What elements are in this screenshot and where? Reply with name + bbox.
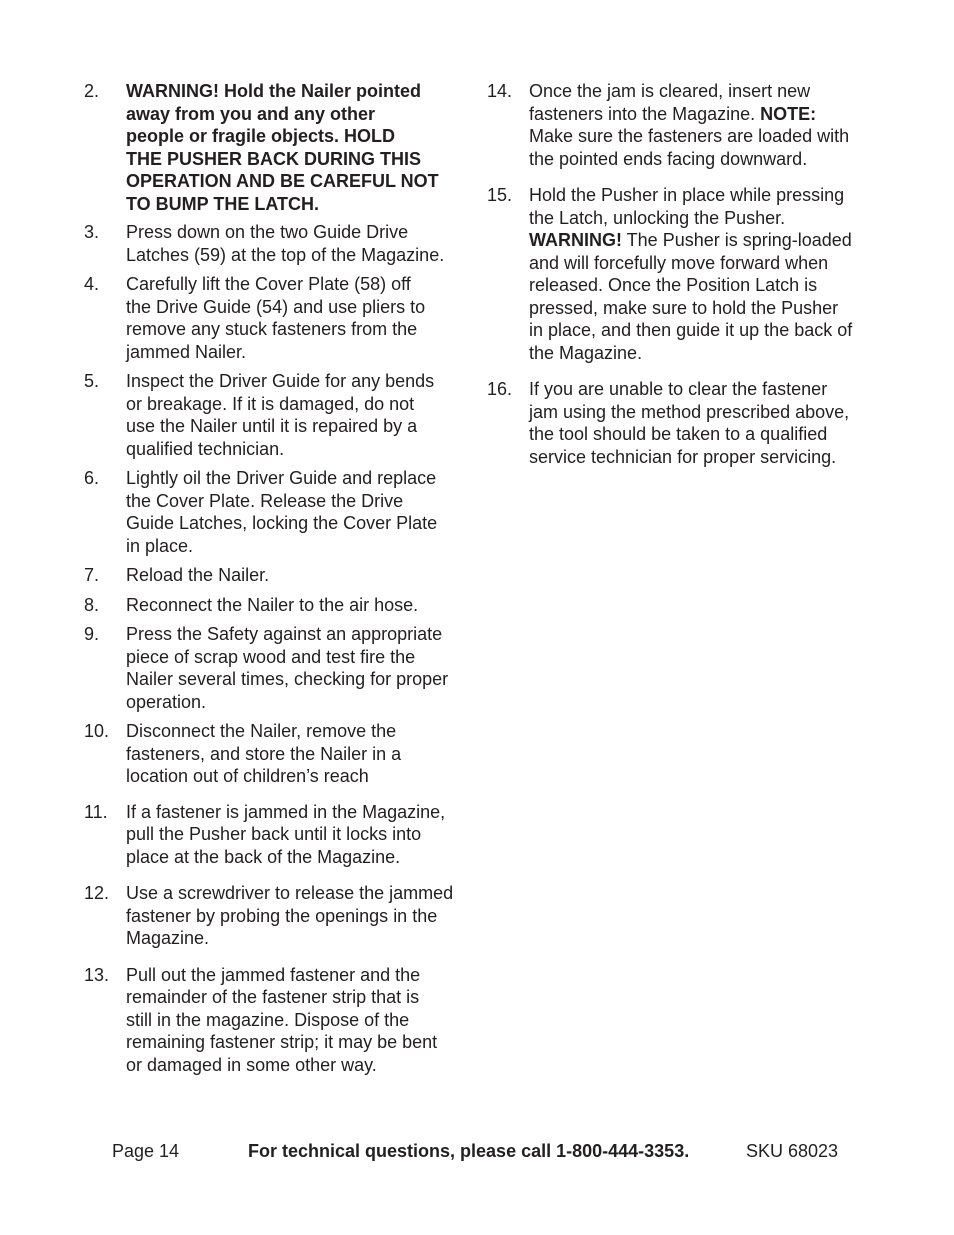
step-number: 3.: [84, 222, 100, 242]
step-text: Use a screwdriver to release the jammed fastener by probing the openings in the Magazine.: [126, 883, 454, 948]
step-text: Lightly oil the Driver Guide and replace the Cover Plate. Release the Drive Guide Latches, locking the Cover Plate in place.: [126, 468, 438, 556]
step-11: [84, 801, 474, 869]
step-text: Inspect the Driver Guide for any bends or breakage. If it is damaged, do not use the Nailer until it is repaired by a qualified technician.: [126, 371, 435, 459]
sku-number: SKU 68023: [746, 1141, 839, 1161]
step-text-part: Once the jam is cleared, insert new fasteners into the Magazine.: [529, 81, 811, 124]
step-number: 2.: [84, 81, 100, 101]
step-text-part: Hold the Pusher in place while pressing the Latch, unlocking the Pusher.: [529, 185, 845, 228]
step-number: 4.: [84, 274, 100, 294]
right-column: [487, 80, 877, 468]
step-number: 12.: [84, 883, 110, 903]
technical-questions-phone: For technical questions, please call 1-800-444-3353.: [248, 1141, 690, 1161]
step-text: Carefully lift the Cover Plate (58) off the Drive Guide (54) and use pliers to remove any stuck fasteners from the jammed Nailer.: [126, 274, 426, 362]
note-label: NOTE:: [760, 103, 817, 124]
step-14: [487, 80, 877, 170]
page-number: Page 14: [112, 1141, 180, 1161]
step-7: [84, 564, 474, 587]
step-13: [84, 964, 474, 1077]
step-number: 14.: [487, 81, 513, 101]
step-15: [487, 184, 877, 364]
step-text: Reload the Nailer.: [126, 565, 270, 585]
step-number: 7.: [84, 565, 100, 585]
step-4: [84, 273, 474, 363]
step-text: Reconnect the Nailer to the air hose.: [126, 594, 419, 615]
step-text: If you are unable to clear the fastener jam using the method prescribed above, the tool should be taken to a qualified service technician for proper servicing.: [529, 379, 850, 467]
step-number: 9.: [84, 624, 100, 644]
step-number: 5.: [84, 371, 100, 391]
step-text: [529, 80, 877, 170]
step-6: [84, 467, 474, 557]
step-text: Disconnect the Nailer, remove the fasteners, and store the Nailer in a location out of children’s reach: [126, 721, 402, 786]
step-3: [84, 221, 474, 266]
step-text-part: The Pusher is spring-loaded and will forcefully move forward when released. Once the Position Latch is pressed, make sure to hold the Pusher in place, and then guide it up the back of the Magazine.: [529, 230, 853, 363]
step-text-part: Make sure the fasteners are loaded with the pointed ends facing downward.: [529, 126, 850, 169]
step-text: If a fastener is jammed in the Magazine, pull the Pusher back until it locks into place at the back of the Magazine.: [126, 801, 446, 867]
step-number: 8.: [84, 594, 100, 615]
step-number: 15.: [487, 185, 513, 205]
step-text: Press the Safety against an appropriate piece of scrap wood and test fire the Nailer several times, checking for proper operation.: [126, 624, 449, 712]
step-10: [84, 720, 474, 788]
step-5: [84, 370, 474, 460]
step-warning-text: WARNING! Hold the Nailer pointed away from you and any other people or fragile objects. HOLD THE PUSHER BACK DURING THIS OPERATION AND BE CAREFUL NOT TO BUMP THE LATCH.: [126, 81, 439, 214]
step-number: 13.: [84, 964, 110, 985]
warning-label: WARNING!: [529, 230, 622, 250]
step-number: 16.: [487, 379, 513, 399]
step-number: 6.: [84, 468, 100, 488]
step-text: [529, 184, 877, 364]
step-2: [84, 80, 474, 215]
step-text: Pull out the jammed fastener and the remainder of the fastener strip that is still in the magazine. Dispose of the remaining fastener strip; it may be bent or damaged in some other way.: [126, 964, 438, 1075]
step-number: 10.: [84, 721, 110, 741]
step-16: [487, 378, 877, 468]
step-9: [84, 623, 474, 713]
step-12: [84, 882, 474, 950]
step-number: 11.: [84, 801, 108, 822]
left-column: [84, 80, 474, 1076]
step-text: Press down on the two Guide Drive Latches (59) at the top of the Magazine.: [126, 222, 445, 265]
step-8: [84, 594, 474, 617]
